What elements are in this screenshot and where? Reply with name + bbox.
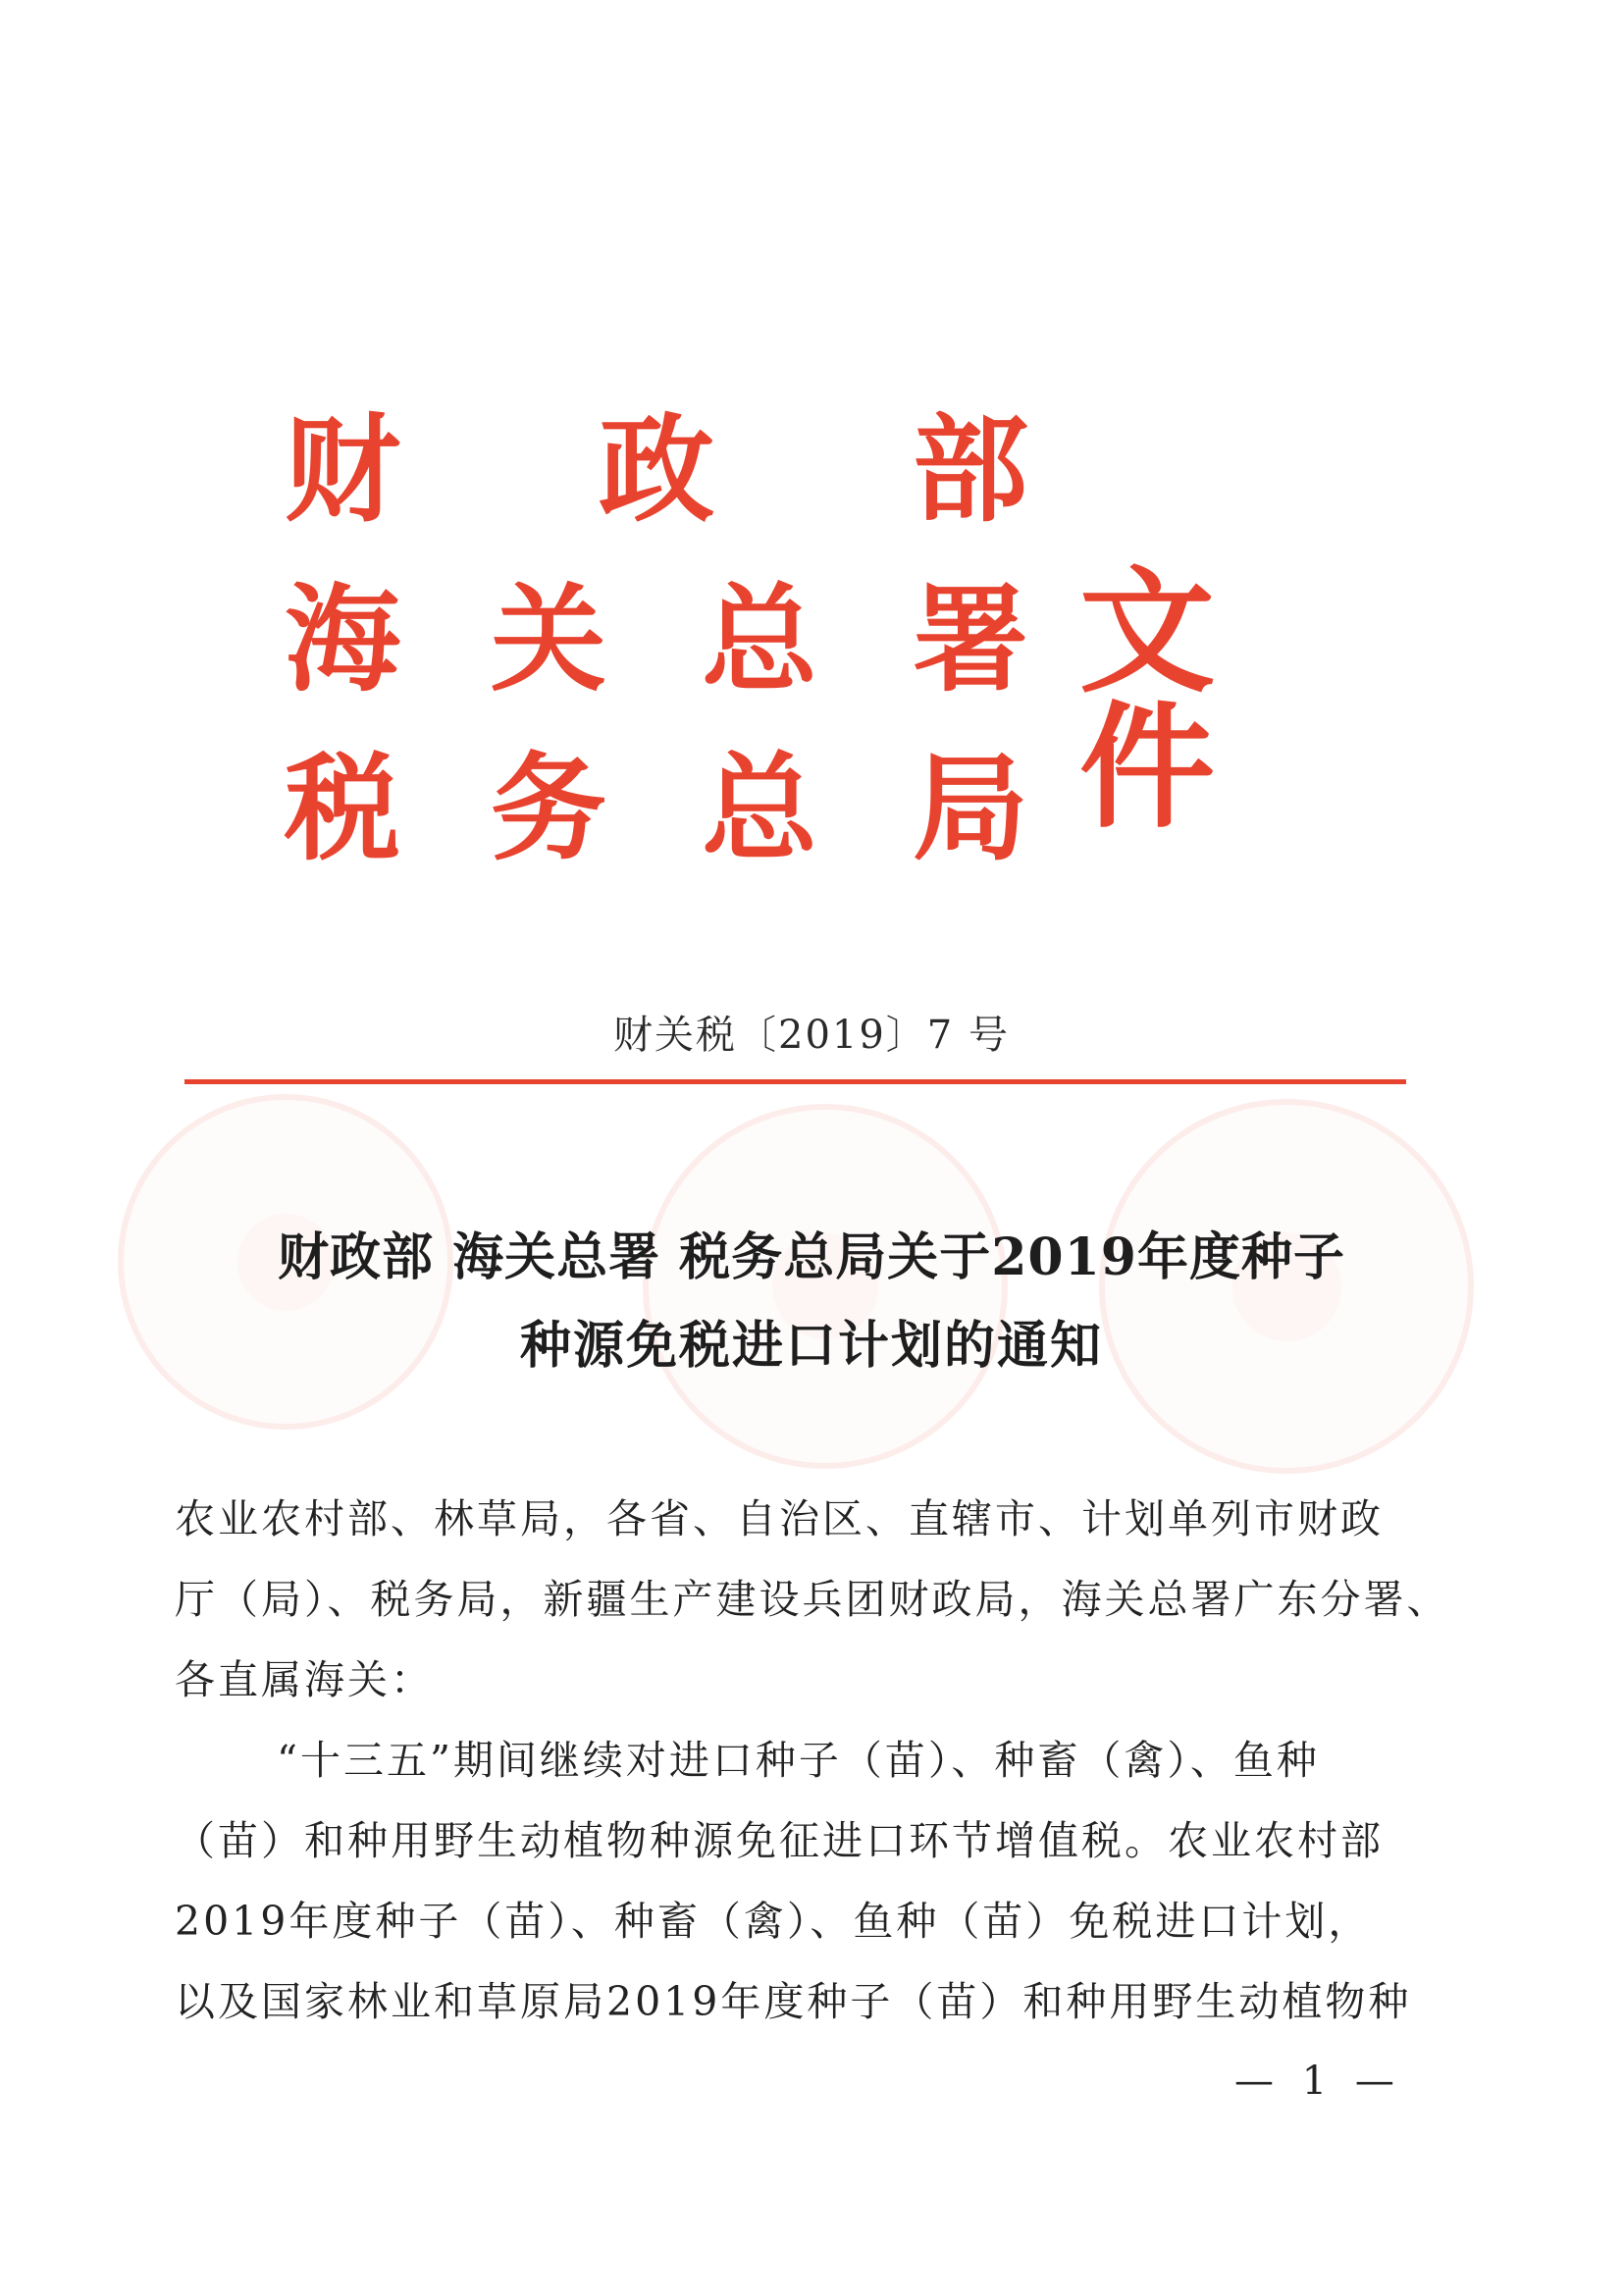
masthead-char: 局 (913, 740, 1029, 876)
masthead-char: 海 (285, 571, 401, 707)
body-line: 农业农村部、林草局，各省、自治区、直辖市、计划单列市财政 (175, 1495, 1384, 1542)
masthead-char: 总 (702, 571, 818, 707)
red-separator-line (184, 1079, 1406, 1084)
body-line: （苗）和种用野生动植物种源免征进口环节增值税。农业农村部 (175, 1817, 1384, 1864)
document-title-line-1: 财政部 海关总署 税务总局关于2019年度种子 (278, 1227, 1345, 1287)
document-title-line-2: 种源免税进口计划的通知 (519, 1316, 1103, 1376)
masthead-char: 部 (913, 401, 1029, 538)
document-number: 财关税〔2019〕7 号 (613, 1013, 1010, 1058)
masthead-char: 务 (491, 740, 607, 876)
masthead-char: 财 (285, 401, 401, 538)
body-line: “十三五”期间继续对进口种子（苗）、种畜（禽）、鱼种 (277, 1737, 1320, 1784)
masthead-char: 政 (599, 401, 715, 538)
masthead-suffix: 文件 (1079, 551, 1216, 847)
page-number: — 1 — (1234, 2059, 1402, 2104)
body-text (175, 1479, 1450, 2042)
masthead-char: 关 (491, 571, 607, 707)
body-line: 厅（局）、税务局，新疆生产建设兵团财政局，海关总署广东分署、 (175, 1576, 1450, 1623)
masthead-char: 税 (285, 740, 401, 876)
masthead-char: 署 (913, 571, 1029, 707)
red-masthead (285, 388, 1344, 898)
body-line: 2019年度种子（苗）、种畜（禽）、鱼种（苗）免税进口计划， (175, 1898, 1372, 1945)
masthead-char: 总 (702, 740, 818, 876)
body-line: 各直属海关： (175, 1656, 434, 1703)
body-line: 以及国家林业和草原局2019年度种子（苗）和种用野生动植物种 (175, 1978, 1412, 2025)
